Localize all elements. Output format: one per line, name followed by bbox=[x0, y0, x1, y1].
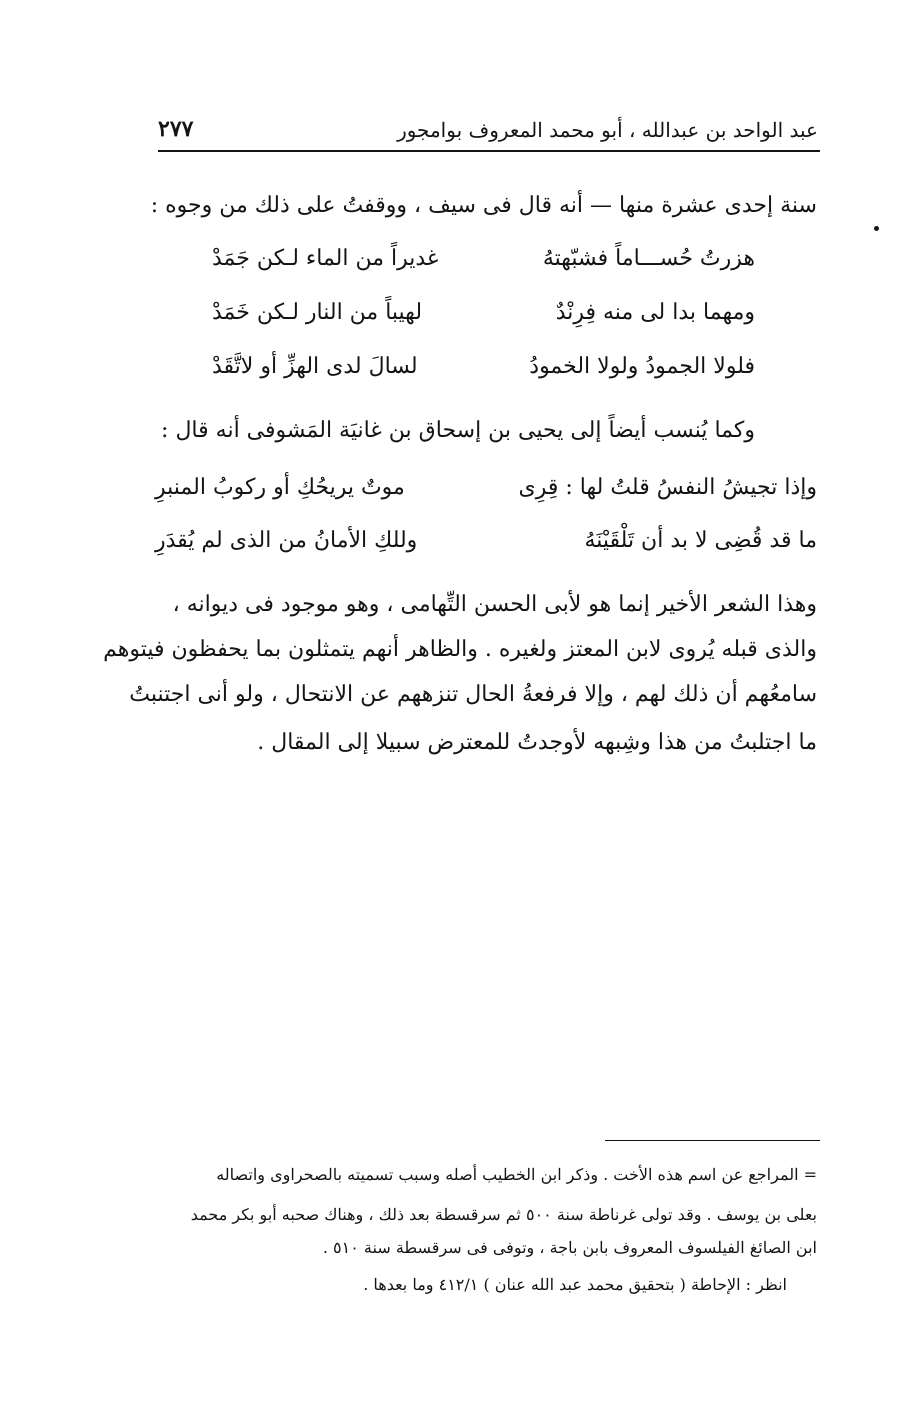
footnote-line-4: انظر : الإحاطة ( بتحقيق محمد عبد الله عنان ) ٤١٢/١ وما بعدها . bbox=[363, 1275, 787, 1294]
intro-line: سنة إحدى عشرة منها — أنه قال فى سيف ، ووقفتُ على ذلك من وجوه : bbox=[150, 193, 817, 218]
footnote-rule bbox=[605, 1140, 820, 1141]
poem1-verse2-right: ومهما بدا لى منه فِرِنْدٌ bbox=[555, 300, 755, 325]
page-number: ٢٧٧ bbox=[158, 116, 194, 142]
page-header bbox=[158, 118, 818, 154]
poem1-verse3-right: فلولا الجمودُ ولولا الخمودُ bbox=[529, 354, 755, 379]
poem2-verse1-left: موتٌ يريحُكِ أو ركوبُ المنبرِ bbox=[155, 475, 405, 500]
margin-dot bbox=[874, 226, 879, 231]
paragraph-line-2: والذى قبله يُروى لابن المعتز ولغيره . والظاهر أنهم يتمثلون بما يحفظون فيتوهم bbox=[103, 637, 817, 662]
paragraph-line-4: ما اجتلبتُ من هذا وشِبهه لأوجدتُ للمعترض سبيلا إلى المقال . bbox=[257, 730, 817, 755]
footnote-line-1: = المراجع عن اسم هذه الأخت . وذكر ابن الخطيب أصله وسبب تسميته بالصحراوى واتصاله bbox=[216, 1165, 817, 1184]
header-rule bbox=[158, 150, 820, 152]
poem1-verse2-left: لهيباً من النار لـكن خَمَدْ bbox=[212, 300, 423, 325]
attribution-line: وكما يُنسب أيضاً إلى يحيى بن إسحاق بن غانيَة المَشوفى أنه قال : bbox=[161, 418, 755, 443]
poem2-verse1-right: وإذا تجيشُ النفسُ قلتُ لها : قِرِى bbox=[518, 475, 817, 500]
poem1-verse1-left: غديراً من الماء لـكن جَمَدْ bbox=[212, 246, 439, 271]
poem2-verse2-left: وللكِ الأمانُ من الذى لم يُقدَرِ bbox=[155, 528, 418, 553]
paragraph-line-3: سامعُهم أن ذلك لهم ، وإلا فرفعةُ الحال تنزههم عن الانتحال ، ولو أنى اجتنبتُ bbox=[129, 682, 817, 707]
poem1-verse3-left: لسالَ لدى الهزِّ أو لاتَّقَدْ bbox=[212, 354, 418, 379]
poem2-verse2-right: ما قد قُضِى لا بد أن تَلْقَيْنَهُ bbox=[584, 528, 817, 553]
poem1-verse1-right: هزرتُ حُســـاماً فشبّهتهُ bbox=[542, 246, 755, 271]
paragraph-line-1: وهذا الشعر الأخير إنما هو لأبى الحسن التِّهامى ، وهو موجود فى ديوانه ، bbox=[172, 592, 817, 617]
footnote-line-3: ابن الصائغ الفيلسوف المعروف بابن باجة ، وتوفى فى سرقسطة سنة ٥١٠ . bbox=[322, 1238, 817, 1257]
running-title: عبد الواحد بن عبدالله ، أبو محمد المعروف بوامجور bbox=[397, 118, 818, 142]
footnote-line-2: بعلى بن يوسف . وقد تولى غرناطة سنة ٥٠٠ ثم سرقسطة بعد ذلك ، وهناك صحبه أبو بكر محمد bbox=[190, 1205, 817, 1224]
